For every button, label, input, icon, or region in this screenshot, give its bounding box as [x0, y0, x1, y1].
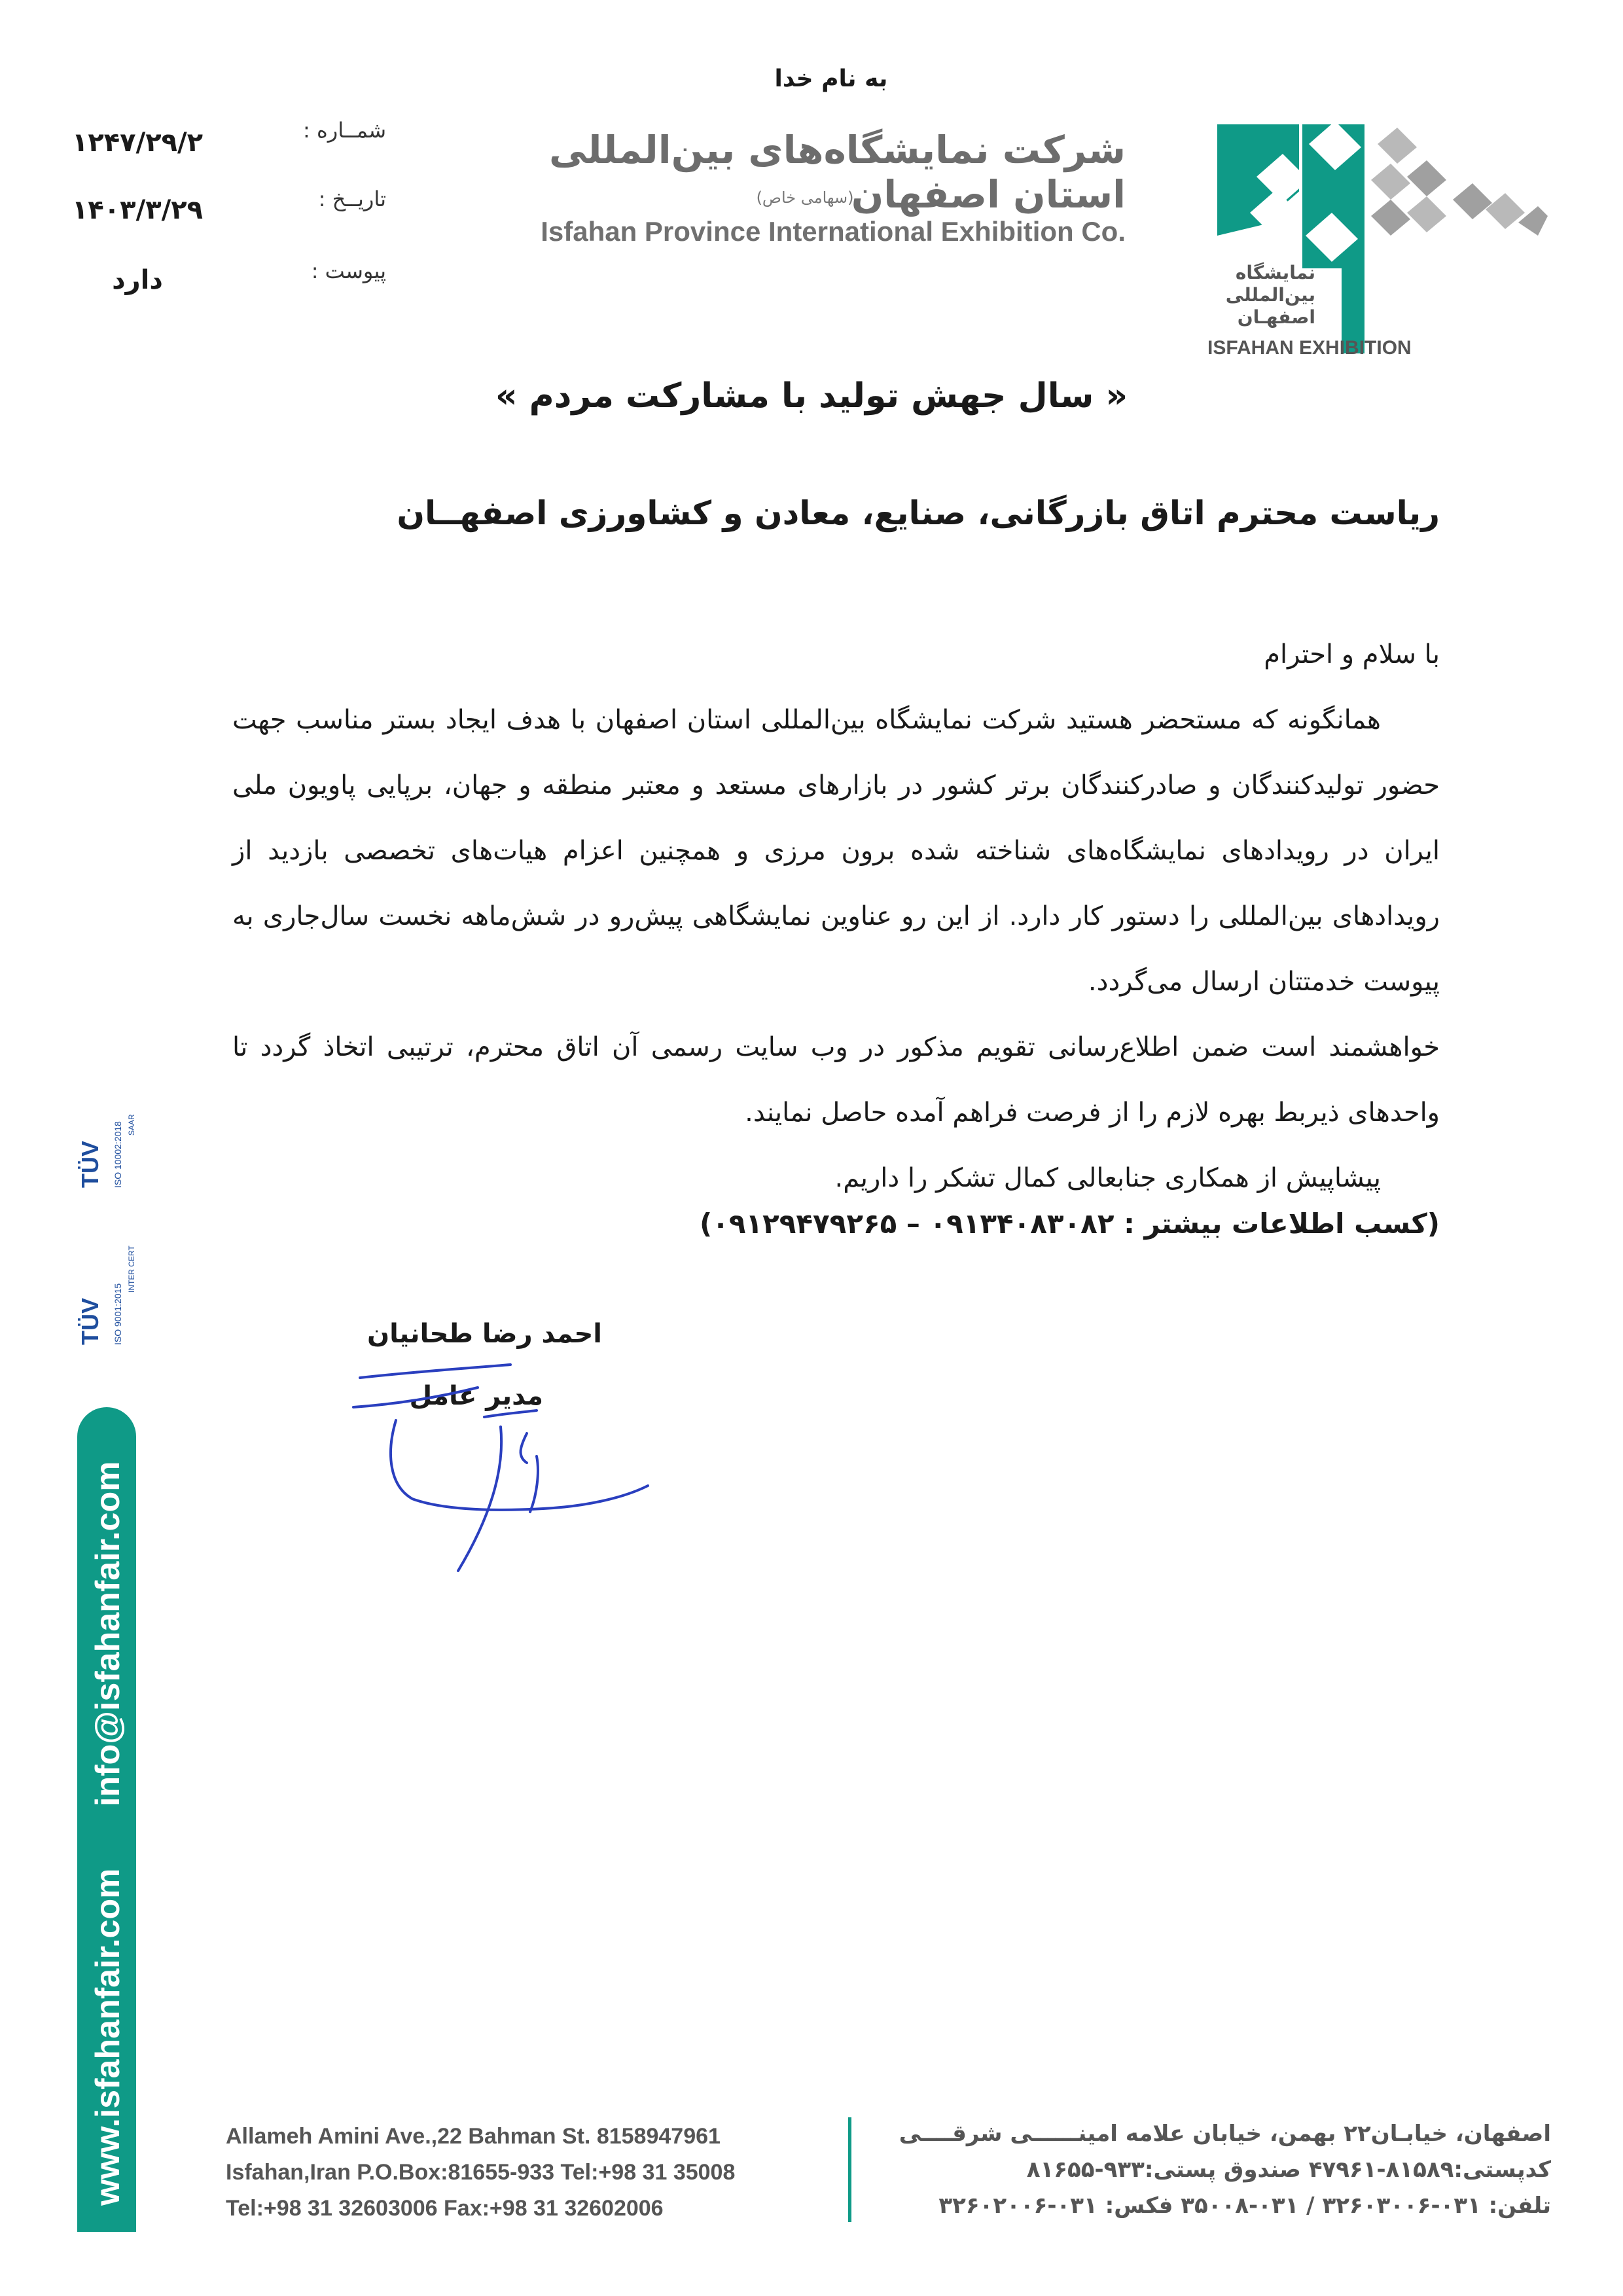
exhibition-logo-icon: [1211, 118, 1551, 367]
date-label: تاریــخ :: [318, 187, 386, 211]
paragraph-2: خواهشمند است ضمن اطلاع‌رسانی تقویم مذکور در وب سایت رسمی آن اتاق محترم، ترتیبی اتخاذ گردد تا واحدهای ذیربط بهره لازم را از فرصت فراهم آمده حاصل نمایند.: [232, 1032, 1440, 1128]
attachment-value: دارد: [112, 265, 163, 295]
side-website[interactable]: www.isfahanfair.com: [89, 1868, 127, 2206]
tuv-mark-1: TÜV: [77, 1298, 103, 1345]
paragraph-3: پیشاپیش از همکاری جنابعالی کمال تشکر را داریم.: [834, 1163, 1381, 1193]
company-name-fa: شرکت نمایشگاه‌های بین‌المللی استان اصفهان: [549, 128, 1126, 217]
handwritten-signature: [340, 1342, 668, 1590]
date-value: ۱۴۰۳/۳/۲۹: [71, 195, 204, 225]
basmala: به نام خدا: [774, 65, 888, 92]
footer-divider: [848, 2117, 851, 2222]
cert-iso-10002: ISO 10002:2018: [113, 1121, 123, 1188]
paragraph-1: همانگونه که مستحضر هستید شرکت نمایشگاه بین‌المللی استان اصفهان با هدف ایجاد بستر مناسب جهت حضور تولیدکنندگان و صادرکنندگان برتر کشور در بازارهای مستعد و معتبر منطقه و جهان، برپایی پاویون ملی ایران در رویدادهای نمایشگاه‌های شناخته شده برون مرزی و همچنین اعزام هیات‌های تخصصی بازدید از رویدادهای بین‌المللی را دستور کار دارد. از این رو عناوین نمایشگاهی پیش‌رو در شش‌ماهه نخست سال‌جاری به پیوست خدمتتان ارسال می‌گردد.: [232, 705, 1440, 997]
certification-badges-icon: [72, 1060, 144, 1401]
greeting: با سلام و احترام: [1264, 639, 1440, 670]
number-label: شمــاره :: [303, 118, 386, 143]
logo-fa-line-2: بین‌المللی: [1225, 284, 1315, 306]
logo-text-fa: [1217, 262, 1315, 329]
intercert-label: INTER CERT: [127, 1246, 136, 1293]
signer-name: احمد رضا طحانیان: [366, 1319, 602, 1349]
saar-label: SAAR: [127, 1114, 136, 1136]
logo-fa-line-3: اصفهـان: [1237, 306, 1315, 328]
footer-postal-fa: کدپستی:۸۱۵۸۹-۴۷۹۶۱ صندوق پستی:۹۳۳-۸۱۶۵۵: [1026, 2157, 1551, 2183]
signer-title: مدیر عامل: [409, 1381, 543, 1411]
year-slogan: « سال جهش تولید با مشارکت مردم »: [495, 376, 1128, 416]
footer-address-en: Allameh Amini Ave.,22 Bahman St. 8158947961: [226, 2124, 721, 2149]
footer-phone-fa: تلفن: ۰۳۱-۳۲۶۰۳۰۰۶ / ۰۳۱-۳۵۰۰۸ فکس: ۰۳۱-۳۲۶۰۲۰۰۶: [938, 2193, 1551, 2219]
footer-phone-en: Tel:+98 31 32603006 Fax:+98 31 32602006: [226, 2196, 664, 2221]
footer-pobox-en: Isfahan,Iran P.O.Box:81655-933 Tel:+98 31 35008: [226, 2160, 736, 2185]
logo-fa-line-1: نمایشگاه: [1235, 262, 1315, 283]
cert-iso-9001: ISO 9001:2015: [113, 1283, 123, 1345]
letter-body: [232, 622, 1440, 1211]
company-type: (سهامی خاص): [756, 188, 854, 207]
attachment-label: پیوست :: [311, 259, 386, 283]
recipient: ریاست محترم اتاق بازرگانی، صنایع، معادن و کشاورزی اصفهــان: [397, 494, 1440, 532]
side-email[interactable]: info@isfahanfair.com: [89, 1461, 127, 1806]
logo-text-en: ISFAHAN EXHIBITION: [1207, 337, 1412, 359]
footer-address-fa: اصفهان، خیابـان۲۲ بهمن، خیابان علامه امینــــــی شرقــــی: [899, 2121, 1551, 2147]
number-value: ۱۲۴۷/۲۹/۲: [71, 128, 204, 158]
tuv-mark-2: TÜV: [77, 1141, 103, 1188]
contact-info: (کسب اطلاعات بیشتر : ۰۹۱۳۴۰۸۳۰۸۲ – ۰۹۱۲۹۴۷۹۲۶۵): [700, 1208, 1440, 1240]
company-name-en: Isfahan Province International Exhibition Co.: [541, 216, 1126, 247]
